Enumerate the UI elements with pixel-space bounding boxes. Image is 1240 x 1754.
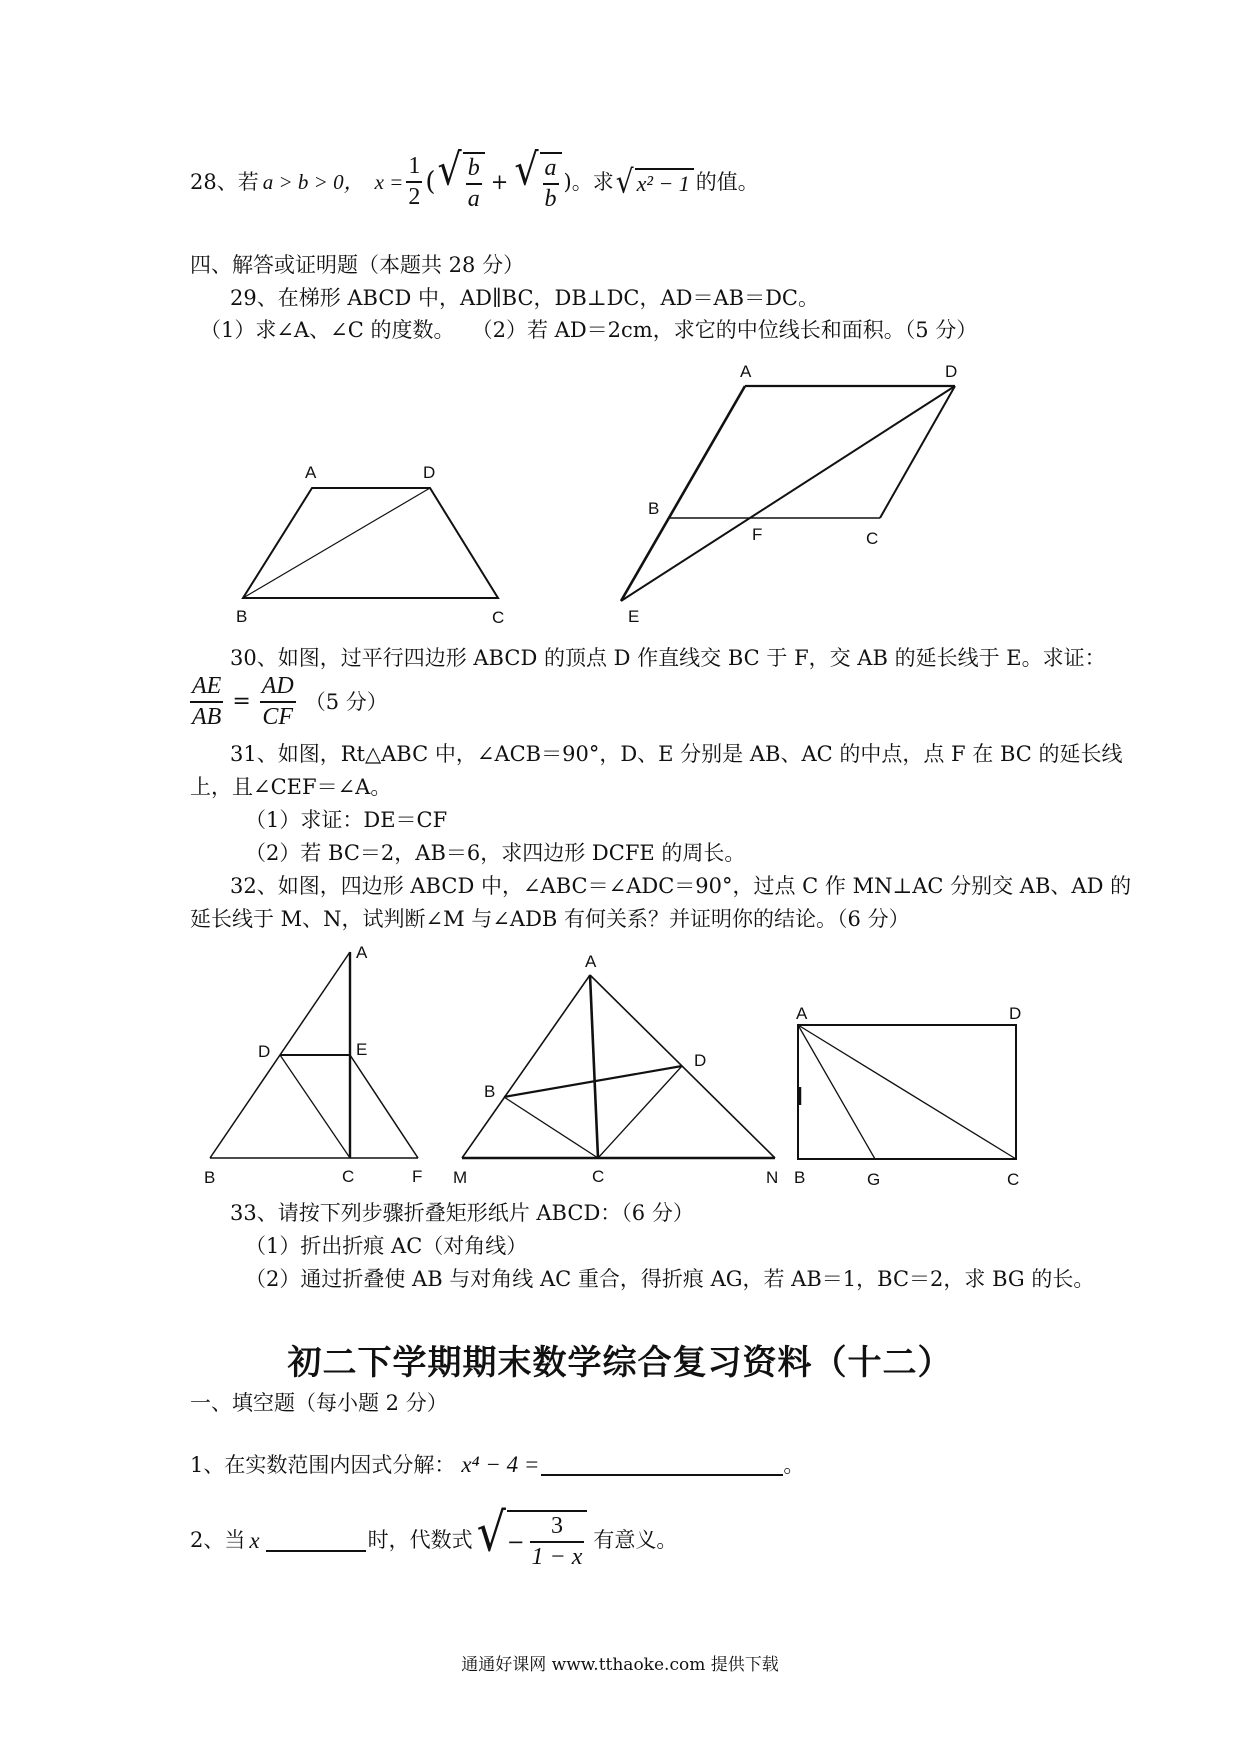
q33-part2: （2）通过折叠使 AB 与对角线 AC 重合，得折痕 AG，若 AB＝1，BC＝2，求 BG 的长。 — [245, 1267, 1095, 1291]
q2-variable: x — [249, 1527, 260, 1553]
right-triangle-label-a: A — [356, 943, 368, 962]
q28-b1: b — [467, 154, 480, 181]
q28-a1: a — [467, 186, 480, 212]
parallelogram-label-a: A — [740, 362, 752, 381]
rectangle-fold-ag — [798, 1025, 875, 1159]
mn-triangle-label-m: M — [453, 1168, 468, 1187]
q2-mid: 时，代数式 — [367, 1527, 473, 1552]
trapezoid-label-a: A — [305, 463, 317, 482]
trapezoid-label-d: D — [423, 463, 436, 482]
q29-line1: 29、在梯形 ABCD 中，AD∥BC，DB⊥DC，AD＝AB＝DC。 — [230, 286, 819, 310]
q30-ae: AE — [192, 672, 222, 699]
rectangle-label-g: G — [867, 1170, 881, 1189]
sqrt-radical-sign: √ — [437, 143, 462, 195]
sqrt-radical-sign: √ — [514, 143, 539, 195]
parallelogram-label-d: D — [945, 362, 958, 381]
parallelogram-label-f: F — [752, 525, 763, 544]
q29-line2: （1）求∠A、∠C 的度数。 （2）若 AD＝2cm，求它的中位线长和面积。（5 分） — [200, 318, 978, 342]
right-triangle-label-d: D — [258, 1042, 271, 1061]
q31-part1: （1）求证：DE＝CF — [245, 808, 448, 832]
q2-prefix: 2、当 — [190, 1527, 246, 1552]
q33-part1: （1）折出折痕 AC（对角线） — [245, 1234, 528, 1258]
question-1 — [190, 1440, 804, 1476]
q30-ad: AD — [261, 672, 294, 699]
sqrt-radical-sign: √ — [476, 1500, 506, 1563]
q30-line1: 30、如图，过平行四边形 ABCD 的顶点 D 作直线交 BC 于 F，交 AB 的延长线于 E。求证： — [230, 646, 1106, 670]
q2-denominator: 1 − x — [531, 1544, 583, 1570]
q28-suffix: 的值。 — [695, 169, 759, 194]
parallelogram-label-e: E — [628, 607, 640, 626]
q28-open-paren: ( — [425, 167, 436, 197]
q2-minus: − — [506, 1529, 525, 1554]
section-1-heading: 一、填空题（每小题 2 分） — [190, 1391, 448, 1415]
right-triangle-label-c: C — [342, 1167, 355, 1186]
right-triangle-label-e: E — [356, 1040, 368, 1059]
mn-triangle-label-b: B — [484, 1082, 496, 1101]
q28-a2: a — [544, 154, 557, 181]
q28-radicand: x² − 1 — [635, 168, 694, 196]
right-triangle-label-f: F — [412, 1167, 423, 1186]
q28-close: )。求 — [563, 169, 614, 194]
q2-answer-blank[interactable] — [266, 1528, 366, 1552]
rectangle-label-a: A — [796, 1004, 808, 1023]
q2-numerator: 3 — [550, 1512, 563, 1539]
q32-line2: 延长线于 M、N，试判断∠M 与∠ADB 有何关系？并证明你的结论。（6 分） — [190, 907, 910, 931]
q28-condition: a > b > 0， — [262, 169, 365, 194]
q30-score: （5 分） — [304, 689, 388, 714]
q28-b2: b — [544, 186, 557, 212]
q1-prefix: 1、在实数范围内因式分解： — [190, 1453, 456, 1477]
q2-fraction — [530, 1514, 585, 1570]
q33-line1: 33、请按下列步骤折叠矩形纸片 ABCD：（6 分） — [230, 1201, 694, 1225]
trapezoid-label-b: B — [236, 607, 248, 626]
q2-suffix: 有意义。 — [593, 1527, 678, 1552]
q31-line1: 31、如图，Rt△ABC 中，∠ACB＝90°，D、E 分别是 AB、AC 的中点，点 F 在 BC 的延长线 — [230, 742, 1123, 766]
mn-triangle-label-d: D — [694, 1051, 707, 1070]
trapezoid-label-c: C — [492, 608, 505, 627]
mn-triangle-label-n: N — [766, 1168, 779, 1187]
sqrt-radical-sign: √ — [615, 162, 634, 201]
section-4-heading: 四、解答或证明题（本题共 28 分） — [190, 253, 525, 277]
q32-line1: 32、如图，四边形 ABCD 中，∠ABC＝∠ADC＝90°，过点 C 作 MN⊥AC 分别交 AB、AD 的 — [230, 874, 1132, 898]
q1-suffix: 。 — [783, 1453, 805, 1477]
rectangle-label-b: B — [794, 1168, 806, 1187]
q28-x-equals: x = — [374, 169, 404, 194]
rectangle-diagonal-ac — [798, 1025, 1016, 1159]
q1-expression: x⁴ − 4 = — [461, 1452, 540, 1477]
q31-line2: 上，且∠CEF＝∠A。 — [190, 775, 392, 799]
q28-half-numerator: 1 — [408, 152, 421, 179]
mn-triangle-label-a: A — [585, 952, 597, 971]
q31-part2: （2）若 BC＝2，AB＝6，求四边形 DCFE 的周长。 — [245, 841, 746, 865]
q30-equals: = — [232, 689, 251, 714]
parallelogram-label-b: B — [648, 499, 660, 518]
rectangle-label-c: C — [1007, 1170, 1020, 1189]
question-2 — [190, 1500, 678, 1575]
page-footer: 通通好课网 www.tthaoke.com 提供下载 — [461, 1655, 779, 1675]
q30-ab: AB — [192, 704, 222, 730]
rectangle-label-d: D — [1009, 1004, 1022, 1023]
q28-prefix: 28、若 — [190, 169, 259, 194]
q28-plus: + — [490, 169, 509, 194]
right-triangle-label-b: B — [204, 1168, 216, 1187]
q2-bar — [530, 1541, 585, 1543]
q28-half-denominator: 2 — [408, 184, 421, 210]
parallelogram-label-c: C — [866, 529, 879, 548]
page-title: 初二下学期期末数学综合复习资料（十二） — [287, 1343, 953, 1383]
mn-triangle-label-c: C — [592, 1167, 605, 1186]
q2-sqrt-expression — [476, 1500, 588, 1570]
q1-answer-blank[interactable] — [541, 1452, 783, 1476]
q30-cf: CF — [262, 704, 294, 730]
